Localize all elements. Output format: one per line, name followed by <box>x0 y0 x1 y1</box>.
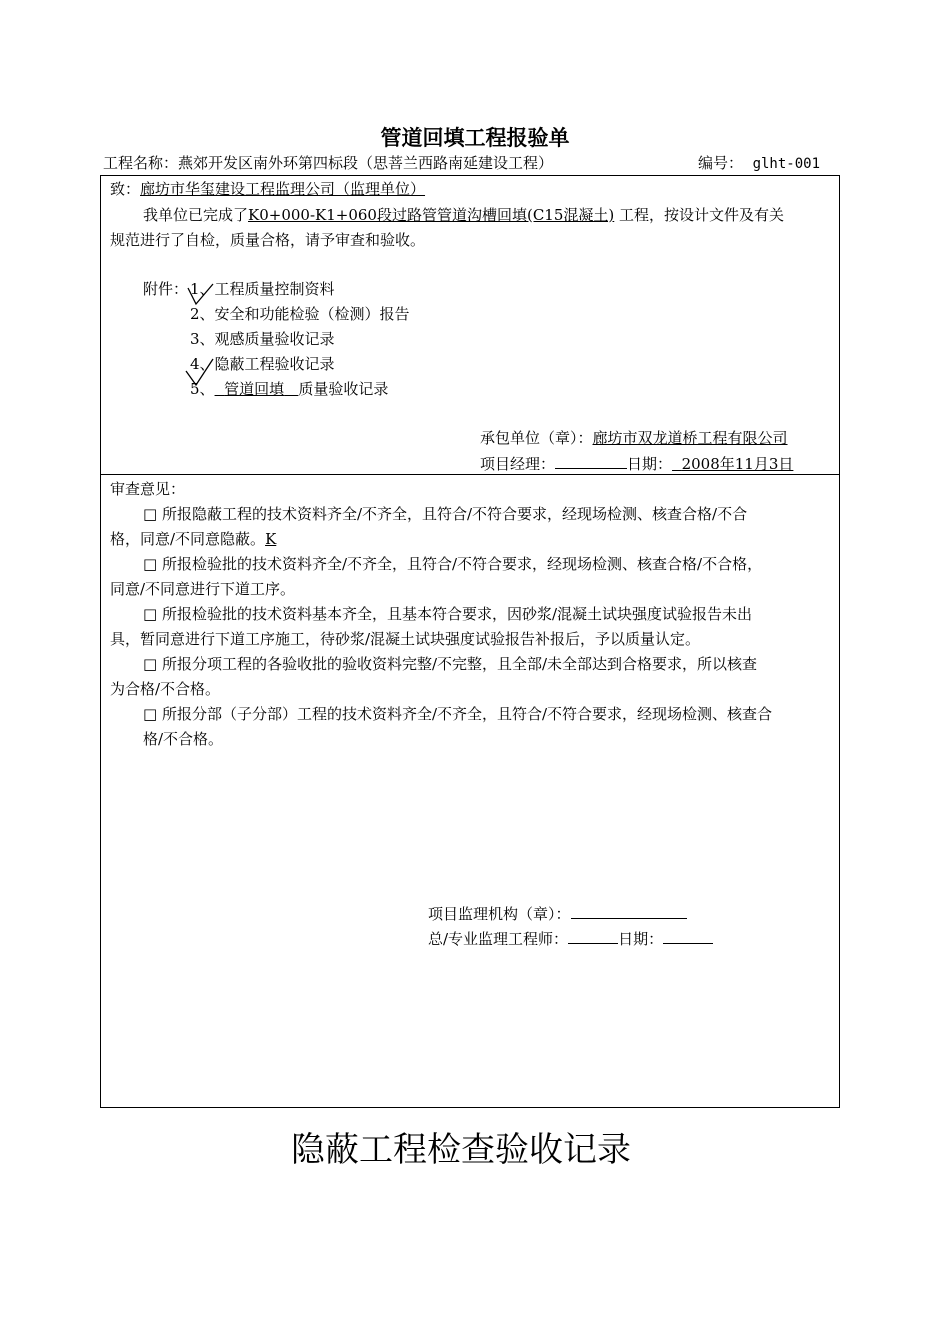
pm-signature-blank <box>555 454 627 469</box>
review-option-4-cont: 为合格/不合格。 <box>110 680 221 698</box>
serial-value: glht-001 <box>752 156 820 172</box>
supervising-engineer <box>428 928 713 949</box>
review-option-3: □ 所报检验批的技术资料基本齐全，且基本符合要求，因砂浆/混凝土试块强度试验报告未出 <box>143 605 752 623</box>
review-mark: K <box>265 530 277 548</box>
attachments-label: 附件： <box>143 280 189 298</box>
to-name: 廊坊市华玺建设工程监理公司（监理单位） <box>140 180 426 198</box>
org-stamp-blank <box>571 904 687 919</box>
next-document-title: 隐蔽工程检查验收记录 <box>291 1130 631 1170</box>
work-scope: K0+000-K1+060段过路管管道沟槽回填(C15混凝土) <box>248 206 615 224</box>
to-label: 致： <box>110 180 141 198</box>
attachment-5-name: 管道回填 <box>224 380 285 398</box>
serial-number <box>698 152 820 173</box>
review-option-1-cont: 格，同意/不同意隐蔽。K <box>110 530 277 548</box>
form-title: 管道回填工程报验单 <box>380 126 570 150</box>
attachment-2: 2、安全和功能检验（检测）报告 <box>190 305 410 323</box>
completion-statement <box>143 204 784 225</box>
project-name: 工程名称：燕郊开发区南外环第四标段（思菩兰西路南延建设工程） <box>103 154 554 172</box>
attachment-5-number: 5、 <box>190 380 215 398</box>
section-divider <box>100 474 840 475</box>
engineer-date-blank <box>663 929 713 944</box>
pm-label: 项目经理： <box>480 455 556 473</box>
review-option-2: □ 所报检验批的技术资料齐全/不齐全，且符合/不符合要求，经现场检测、核查合格/不合格， <box>143 555 763 573</box>
checkmark-icon <box>184 357 216 387</box>
attachment-5-suffix: 质量验收记录 <box>298 380 389 398</box>
checkmark-icon <box>186 282 216 310</box>
contractor-name: 廊坊市双龙道桥工程有限公司 <box>592 429 788 447</box>
engineer-label: 总/专业监理工程师： <box>428 930 569 948</box>
contractor-label: 承包单位（章）： <box>480 429 593 447</box>
org-label: 项目监理机构（章）： <box>428 905 571 923</box>
engineer-signature-blank <box>568 929 618 944</box>
review-option-4: □ 所报分项工程的各验收批的验收资料完整/不完整，且全部/未全部达到合格要求，所以核查 <box>143 655 758 673</box>
addressee <box>110 178 425 199</box>
completion-statement-cont: 规范进行了自检，质量合格，请予审查和验收。 <box>110 231 426 249</box>
review-option-3-cont: 具，暂同意进行下道工序施工，待砂浆/混凝土试块强度试验报告补报后，予以质量认定。 <box>110 630 701 648</box>
review-option-5: □ 所报分部（子分部）工程的技术资料齐全/不齐全，且符合/不符合要求，经现场检测、核查合 <box>143 705 773 723</box>
review-option-2-cont: 同意/不同意进行下道工序。 <box>110 580 296 598</box>
pm-date-value: 2008年11月3日 <box>681 455 794 473</box>
attachment-5 <box>190 378 388 399</box>
statement-prefix: 我单位已完成了 <box>143 206 249 224</box>
attachment-1: 1、工程质量控制资料 <box>190 280 335 298</box>
serial-label: 编号： <box>698 154 744 172</box>
attachment-3: 3、观感质量验收记录 <box>190 330 335 348</box>
supervision-org <box>428 903 687 924</box>
project-manager <box>480 453 793 474</box>
engineer-date-label: 日期： <box>618 930 664 948</box>
review-option-5-cont: 格/不合格。 <box>143 730 224 748</box>
pm-date-label: 日期： <box>627 455 673 473</box>
review-option-1: □ 所报隐蔽工程的技术资料齐全/不齐全，且符合/不符合要求，经现场检测、核查合格/不合 <box>143 505 748 523</box>
contractor <box>480 427 788 448</box>
attachment-4: 4、隐蔽工程验收记录 <box>190 355 335 373</box>
statement-suffix: 工程，按设计文件及有关 <box>619 206 785 224</box>
review-label: 审查意见： <box>110 480 186 498</box>
